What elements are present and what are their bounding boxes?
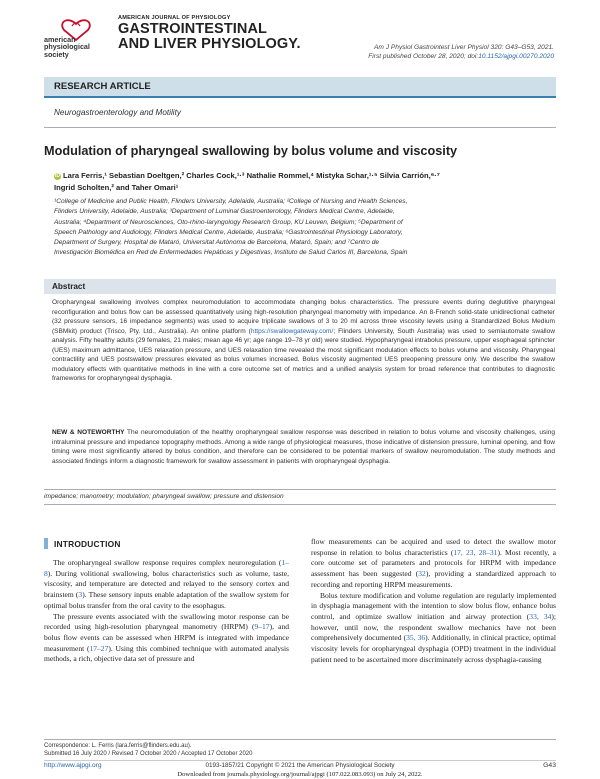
divider bbox=[44, 760, 556, 761]
abstract-link[interactable]: https://swallowgateway.com/ bbox=[250, 327, 334, 335]
abstract-heading-band bbox=[44, 279, 556, 294]
journal-subtitle: AMERICAN JOURNAL OF PHYSIOLOGY bbox=[118, 15, 231, 21]
article-type-band bbox=[44, 77, 556, 96]
intro-heading: INTRODUCTION bbox=[54, 539, 121, 549]
citation-block bbox=[368, 43, 554, 61]
divider bbox=[44, 489, 556, 490]
submission-dates: Submitted 16 July 2020 / Revised 7 October 2020 / Accepted 17 October 2020 bbox=[44, 751, 253, 758]
paragraph: The oropharyngeal swallow response requires complex neuroregulation (1–8). During volitional swallowing, bolus characteristics such as volume, taste, viscosity, and temperature are detected and relayed to the sensory cortex and brainstem (3). These sensory inputs enable adaptation of the swallow system for optimal bolus transfer from the oral cavity to the esophagus. bbox=[44, 558, 289, 610]
section-marker bbox=[44, 538, 48, 549]
citation: Am J Physiol Gastrointest Liver Physiol 320: G43–G53, 2021. bbox=[374, 44, 554, 51]
divider bbox=[44, 739, 556, 740]
paragraph: The pressure events associated with the swallowing motor response can be recorded using high-resolution pharyngeal manometry (HRPM) (9–17), and bolus flow events can be assessed when HRPM is integrated with impedance measurement (17–27). Using this combined technique with automated analysis methods, a rich, objective data set of pressure and bbox=[44, 611, 290, 664]
abstract-heading: Abstract bbox=[52, 282, 86, 291]
author-list: iD Lara Ferris,¹ Sebastian Doeltgen,² Charles Cock,¹·³ Nathalie Rommel,⁴ Mistyka Schar,¹·⁵ Silvia Carrión,⁶·⁷ Ingrid Scholten,² and Taher Omari¹ bbox=[54, 171, 440, 192]
correspondence: Correspondence: L. Ferris (lara.ferris@flinders.edu.au). Submitted 16 July 2020 / Revised 7 October 2020 / Accepted 17 October 2020 bbox=[44, 743, 253, 758]
doi-link[interactable]: 10.1152/ajpgi.00270.2020 bbox=[478, 53, 554, 61]
abstract-text: Oropharyngeal swallowing involves complex neuromodulation to accommodate changing bolus characteristics. The pressure events during deglutitive pharyngeal reconfiguration and bolus flow can be assessed quantitatively using high-resolution pharyngeal manometry with impedance. An 8-French solid-state unidirectional catheter (32 pressure sensors, 16 impedance segments) was used to acquire triplicate swallows of 3 to 20 ml across three viscosity levels using a Standardized Bolus Medium (SBMkit) product (Trisco, Pty. Ltd., Australia). An online platform (https://swallowgateway.com/; Flinders University, South Australia) was used to semiautomate swallow analysis. Fifty healthy adults (29 females, 21 males; mean age 46 yr; age range 19–78 yr old) were studied. Hypopharyngeal intrabolus pressure, upper esophageal sphincter (UES) maximum admittance, UES relaxation pressure, and UES relaxation time revealed the most significant modulation effects to bolus volume and viscosity. Pharyngeal contractility and UES postswallow pressures elevated as bolus volumes increased. Bolus viscosity augmented UES preopening pressure only. We describe the swallow modulatory effects with quantitative methods in line with a core outcome set of metrics and a unified analysis system for broad reference that contributes to diagnostic frameworks for oropharyngeal dysphagia. bbox=[52, 299, 555, 382]
copyright-line: 0193-1857/21 Copyright © 2021 the American Physiological Society bbox=[205, 762, 395, 769]
download-note: Downloaded from journals.physiology.org/journal/ajpgi (107.022.083.093) on July 24, 2022. bbox=[177, 771, 423, 778]
section-name: Neurogastroenterology and Motility bbox=[54, 108, 181, 117]
journal-url-link[interactable]: http://www.ajpgi.org bbox=[44, 762, 102, 769]
new-noteworthy-label: NEW & NOTEWORTHY bbox=[52, 429, 125, 436]
keywords: impedance; manometry; modulation; pharyngeal swallow; pressure and distension bbox=[44, 493, 284, 500]
body-column-left bbox=[44, 558, 289, 665]
journal-title: GASTROINTESTINAL AND LIVER PHYSIOLOGY. bbox=[118, 21, 301, 52]
body-column-right bbox=[311, 537, 556, 665]
article-type: RESEARCH ARTICLE bbox=[54, 81, 151, 92]
new-noteworthy: NEW & NOTEWORTHY The neuromodulation of the healthy oropharyngeal swallow response was described in relation to bolus volume and viscosity challenges, using intraluminal pressure and impedance topography methods. Among a wide range of physiological measures, those indicative of distension pressure, luminal opening, and flow timing were most significantly altered by bolus condition, and therefore can be considered to be potential markers of swallow neuromodulation. The study methods and associated findings inform a diagnostic framework for swallow assessment in patients with oropharyngeal dysphagia. bbox=[52, 429, 556, 465]
divider bbox=[44, 504, 556, 505]
divider bbox=[44, 127, 556, 128]
divider bbox=[44, 96, 556, 98]
page-number: G43 bbox=[543, 762, 556, 769]
affiliations: ¹College of Medicine and Public Health, Flinders University, Adelaide, Australia; ²College of Nursing and Health Sciences, Flinders University, Adelaide, Australia; ³Department of Luminal Gastroenterology, Flinders Medical Centre, Adelaide, Australia; ⁴Department of Neurosciences, Oto-rhino-laryngology Research Group, KU Leuven, Belgium; ⁵Department of Speech Pathology and Audiology, Flinders Medical Centre, Adelaide, Australia; ⁶Gastrointestinal Physiology Laboratory, Department of Surgery, Hospital de Mataró, Universitat Autònoma de Barcelona, Mataró, Spain; and ⁷Centro de Investigación Biomédica en Red de Enfermedades Hepáticas y Digestivas, Instituto de Salud Carlos III, Barcelona, Spain bbox=[54, 198, 408, 257]
paragraph: flow measurements can be acquired and used to detect the swallow motor response in relation to bolus characteristics (17, 23, 28–31). Most recently, a core outcome set of parameters and protocols for HRPM with impedance assessment has been suggested (32), providing a standardized approach to recording and reporting HRPM measurements. bbox=[311, 537, 556, 589]
published-line: First published October 28, 2020; doi:10.1152/ajpgi.00270.2020 bbox=[368, 53, 554, 61]
paragraph: Bolus texture modification and volume regulation are regularly implemented in dysphagia management with the intention to slow bolus flow, enhance bolus control, and optimize swallow initiation and airway protection (33, 34); however, until now, the respondent swallow mechanics have not been comprehensively documented (35, 36). Additionally, in clinical practice, optimal viscosity levels for oropharyngeal dysphagia (OPD) treatment in the individual patient need to be ascertained more discriminately across dysphagia-causing bbox=[311, 590, 556, 664]
society-logo-text: american physiological society bbox=[44, 35, 90, 59]
article-title: Modulation of pharyngeal swallowing by bolus volume and viscosity bbox=[44, 144, 458, 158]
orcid-icon[interactable]: iD bbox=[55, 173, 60, 179]
